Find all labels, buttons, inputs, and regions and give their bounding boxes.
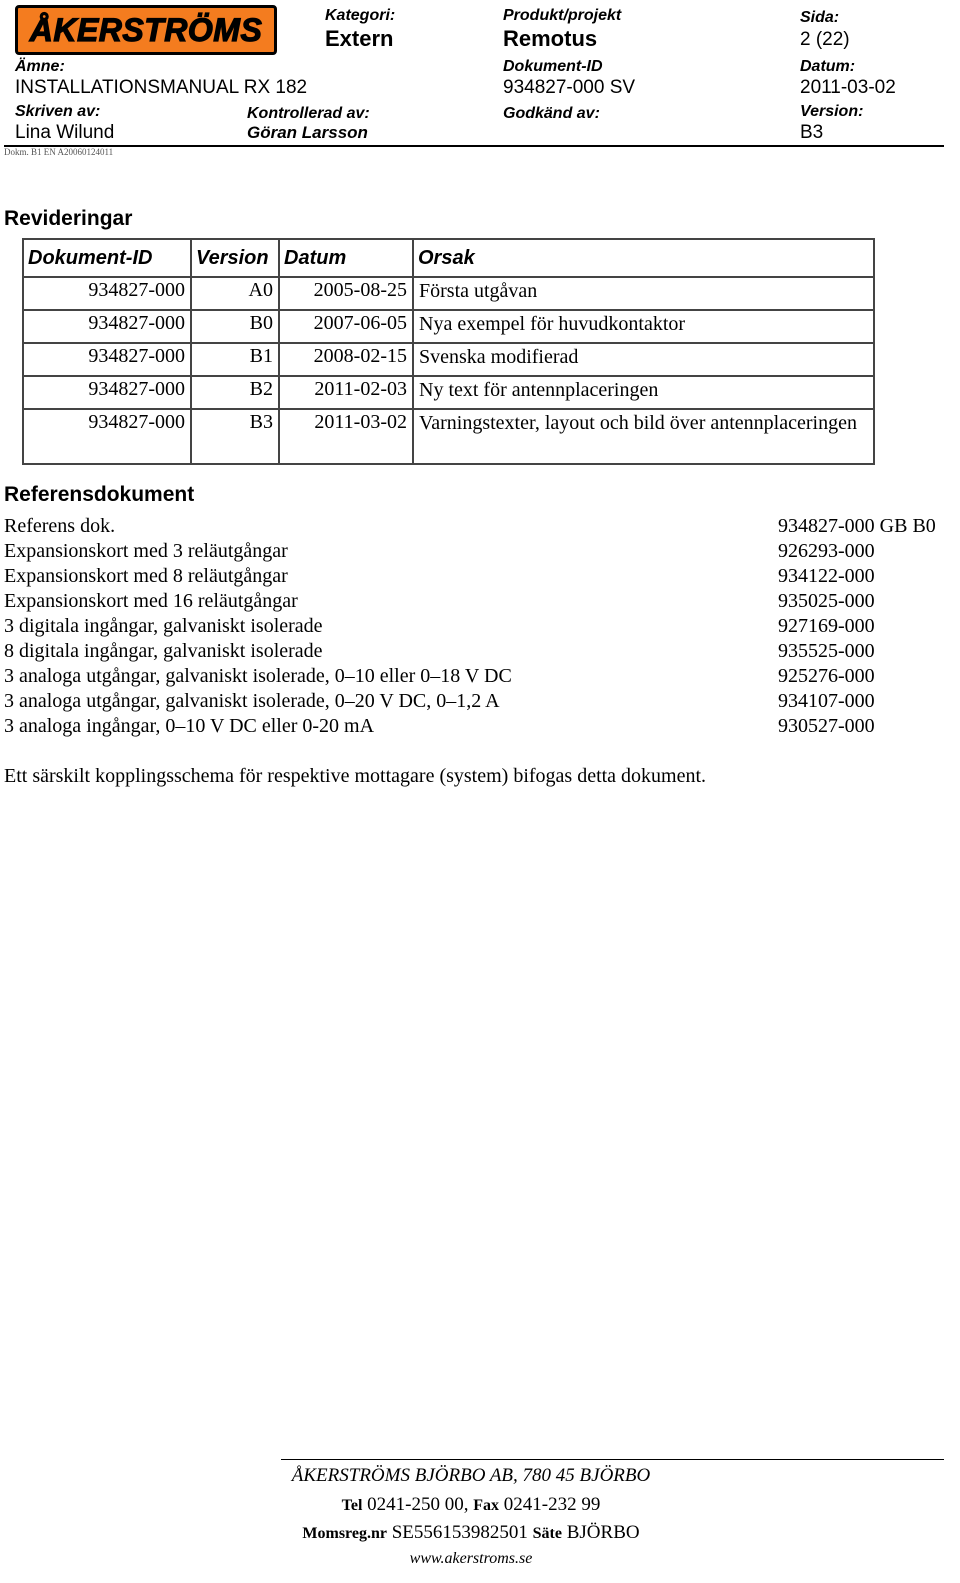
cell-reason: Första utgåvan [413, 277, 874, 310]
reference-name: Expansionskort med 3 reläutgångar [4, 540, 288, 562]
dokid-value: 934827-000 SV [503, 77, 636, 98]
reference-number: 930527-000 [778, 715, 875, 737]
cell-version: B3 [191, 409, 279, 464]
fax-label: Fax [473, 1497, 500, 1514]
datum-label: Datum: [800, 58, 856, 75]
table-row [23, 277, 874, 310]
cell-docid: 934827-000 [23, 277, 191, 310]
table-row [23, 376, 874, 409]
reference-name: 8 digitala ingångar, galvaniskt isolerade [4, 640, 323, 662]
tel-label: Tel [341, 1497, 363, 1514]
footer-company: ÅKERSTRÖMS BJÖRBO AB, 780 45 BJÖRBO [291, 1465, 651, 1486]
column-header: Datum [279, 239, 413, 277]
cell-version: B2 [191, 376, 279, 409]
reference-number: 926293-000 [778, 540, 875, 562]
skriven-label: Skriven av: [15, 103, 101, 120]
amne-value: INSTALLATIONSMANUAL RX 182 [15, 77, 308, 98]
cell-date: 2011-03-02 [279, 409, 413, 464]
reference-name: Referens dok. [4, 515, 116, 537]
cell-docid: 934827-000 [23, 376, 191, 409]
godkand-label: Godkänd av: [503, 105, 600, 122]
reference-number: 934122-000 [778, 565, 875, 587]
table-row [23, 310, 874, 343]
cell-reason: Nya exempel för huvudkontaktor [413, 310, 874, 343]
datum-value: 2011-03-02 [800, 77, 896, 98]
cell-reason: Svenska modifierad [413, 343, 874, 376]
document-code: Dokm. B1 EN A20060124011 [4, 147, 114, 157]
kategori-value: Extern [325, 26, 394, 51]
list-item [4, 540, 950, 565]
sida-label: Sida: [800, 9, 840, 26]
list-item [4, 690, 950, 715]
reference-name: Expansionskort med 16 reläutgångar [4, 590, 298, 612]
footer-divider [281, 1459, 944, 1460]
amne-label: Ämne: [15, 58, 65, 75]
table-header-row [23, 239, 874, 277]
list-item [4, 715, 950, 740]
kategori-label: Kategori: [325, 7, 396, 24]
cell-version: A0 [191, 277, 279, 310]
reference-name: Expansionskort med 8 reläutgångar [4, 565, 288, 587]
footer-registration [281, 1522, 661, 1544]
references-title: Referensdokument [4, 483, 195, 506]
momsreg-label: Momsreg.nr [302, 1525, 387, 1542]
cell-reason: Ny text för antennplaceringen [413, 376, 874, 409]
list-item [4, 640, 950, 665]
kontrollerad-label: Kontrollerad av: [247, 105, 370, 122]
version-value: B3 [800, 122, 824, 143]
logo-text: ÅKERSTRÖMS [29, 12, 263, 48]
cell-version: B1 [191, 343, 279, 376]
kontrollerad-value: Göran Larsson [247, 123, 368, 142]
list-item [4, 515, 950, 540]
reference-number: 935525-000 [778, 640, 875, 662]
cell-docid: 934827-000 [23, 310, 191, 343]
reference-name: 3 analoga utgångar, galvaniskt isolerade, 0–10 eller 0–18 V DC [4, 665, 512, 687]
skriven-value: Lina Wilund [15, 122, 115, 143]
cell-date: 2005-08-25 [279, 277, 413, 310]
list-item [4, 590, 950, 615]
fax-value: 0241-232 99 [503, 1494, 601, 1515]
references-note: Ett särskilt kopplingsschema för respektive mottagare (system) bifogas detta dokument. [4, 765, 707, 787]
list-item [4, 565, 950, 590]
sate-label: Säte [532, 1525, 562, 1542]
dokid-label: Dokument-ID [503, 58, 603, 75]
sate-value: BJÖRBO [566, 1522, 640, 1543]
footer-website-link[interactable]: www.akerstroms.se [409, 1550, 533, 1567]
momsreg-value: SE556153982501 [391, 1522, 528, 1543]
cell-version: B0 [191, 310, 279, 343]
produkt-label: Produkt/projekt [503, 7, 622, 24]
revisions-table [22, 238, 875, 465]
reference-number: 927169-000 [778, 615, 875, 637]
column-header: Dokument-ID [23, 239, 191, 277]
sida-value: 2 (22) [800, 29, 850, 50]
list-item [4, 615, 950, 640]
cell-reason: Varningstexter, layout och bild över antennplaceringen [413, 409, 874, 464]
header-divider [4, 145, 944, 147]
cell-date: 2008-02-15 [279, 343, 413, 376]
reference-name: 3 analoga utgångar, galvaniskt isolerade, 0–20 V DC, 0–1,2 A [4, 690, 500, 712]
cell-docid: 934827-000 [23, 409, 191, 464]
tel-value: 0241-250 00, [367, 1494, 469, 1515]
reference-number: 925276-000 [778, 665, 875, 687]
column-header: Version [191, 239, 279, 277]
reference-name: 3 digitala ingångar, galvaniskt isolerade [4, 615, 323, 637]
list-item [4, 665, 950, 690]
version-label: Version: [800, 103, 864, 120]
footer-contact [281, 1494, 661, 1516]
reference-number: 934827-000 GB B0 [778, 515, 936, 537]
cell-date: 2007-06-05 [279, 310, 413, 343]
reference-number: 934107-000 [778, 690, 875, 712]
produkt-value: Remotus [503, 26, 598, 51]
table-row [23, 409, 874, 464]
table-row [23, 343, 874, 376]
reference-name: 3 analoga ingångar, 0–10 V DC eller 0-20 mA [4, 715, 375, 737]
cell-date: 2011-02-03 [279, 376, 413, 409]
company-logo [15, 5, 277, 55]
revisions-title: Revideringar [4, 207, 133, 230]
cell-docid: 934827-000 [23, 343, 191, 376]
column-header: Orsak [413, 239, 874, 277]
reference-number: 935025-000 [778, 590, 875, 612]
